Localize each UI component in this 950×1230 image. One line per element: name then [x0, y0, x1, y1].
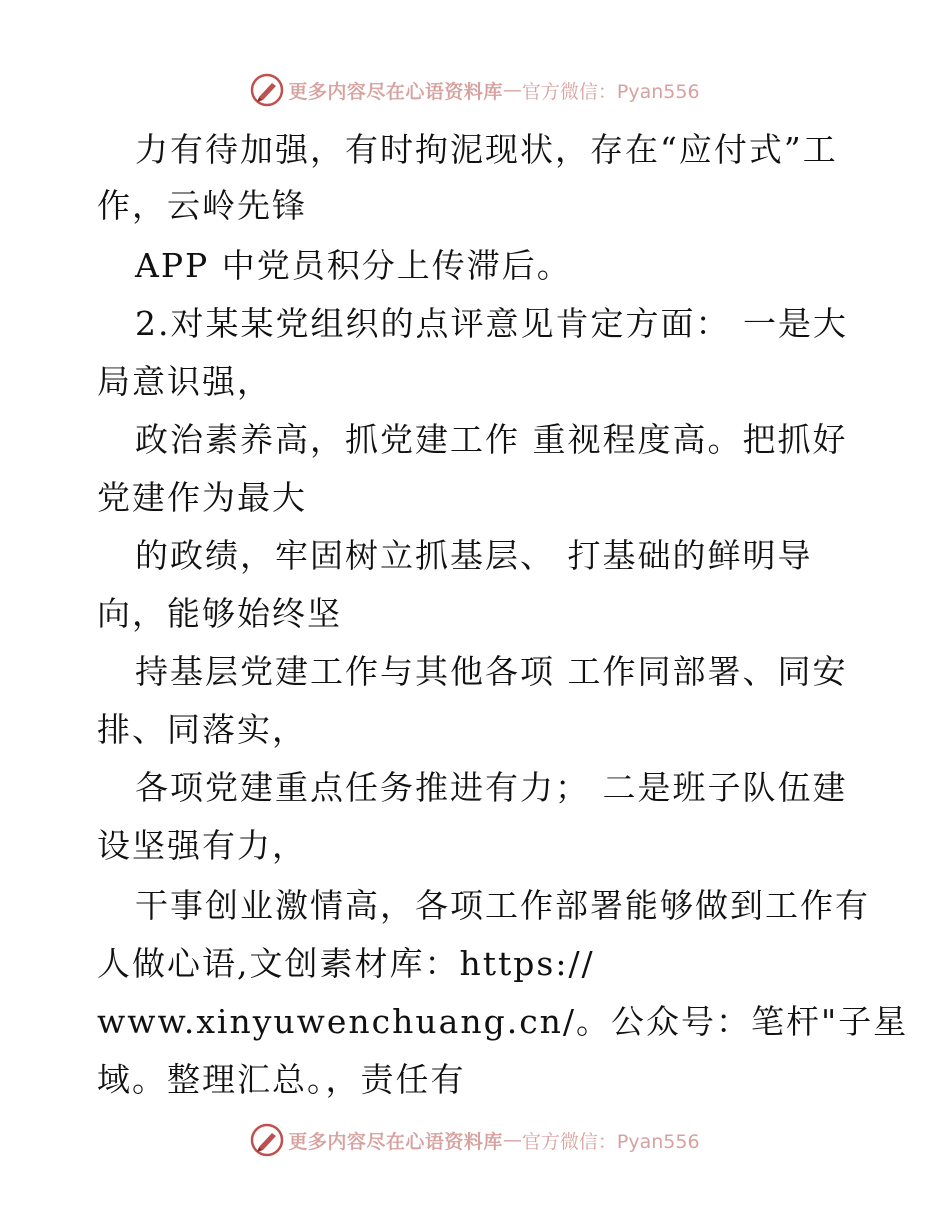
text-line: 向，能够始终坚 [97, 594, 342, 633]
watermark-title: 更多内容尽在心语资料库 [288, 1130, 503, 1153]
text-line: 2.对某某党组织的点评意见肯定方面： 一是大 [135, 304, 848, 343]
header-watermark [0, 70, 950, 110]
text-line: 域。整理汇总。，责任有 [97, 1060, 466, 1099]
text-line: 局意识强， [97, 362, 272, 401]
text-line: 干事创业激情高，各项工作部署能够做到工作有 [135, 886, 870, 925]
pen-seal-icon [250, 73, 284, 107]
footer-watermark [0, 1120, 950, 1160]
pen-seal-icon [250, 1123, 284, 1157]
text-line: 人做心语,文创素材库：https:// [97, 944, 595, 983]
text-line: 的政绩，牢固树立抓基层、 打基础的鲜明导 [135, 536, 813, 575]
text-line: www.xinyuwenchuang.cn/。公众号：笔杆"子星 [97, 1002, 909, 1041]
text-line: APP 中党员积分上传滞后。 [135, 246, 572, 285]
watermark-contact: 官方微信：Pyan556 [521, 1130, 700, 1153]
watermark-contact: 官方微信：Pyan556 [521, 80, 700, 103]
watermark-separator: — [502, 1129, 522, 1151]
text-line: 作，云岭先锋 [97, 186, 307, 225]
text-line: 排、同落实， [97, 710, 307, 749]
text-line: 设坚强有力， [97, 826, 307, 865]
text-line: 持基层党建工作与其他各项 工作同部署、同安 [135, 652, 848, 691]
text-line: 各项党建重点任务推进有力； 二是班子队伍建 [135, 768, 848, 807]
text-line: 党建作为最大 [97, 478, 307, 517]
watermark-title: 更多内容尽在心语资料库 [288, 80, 503, 103]
text-line: 力有待加强，有时拘泥现状，存在“应付式”工 [135, 130, 838, 169]
watermark-separator: — [502, 79, 522, 101]
text-line: 政治素养高，抓党建工作 重视程度高。把抓好 [135, 420, 848, 459]
